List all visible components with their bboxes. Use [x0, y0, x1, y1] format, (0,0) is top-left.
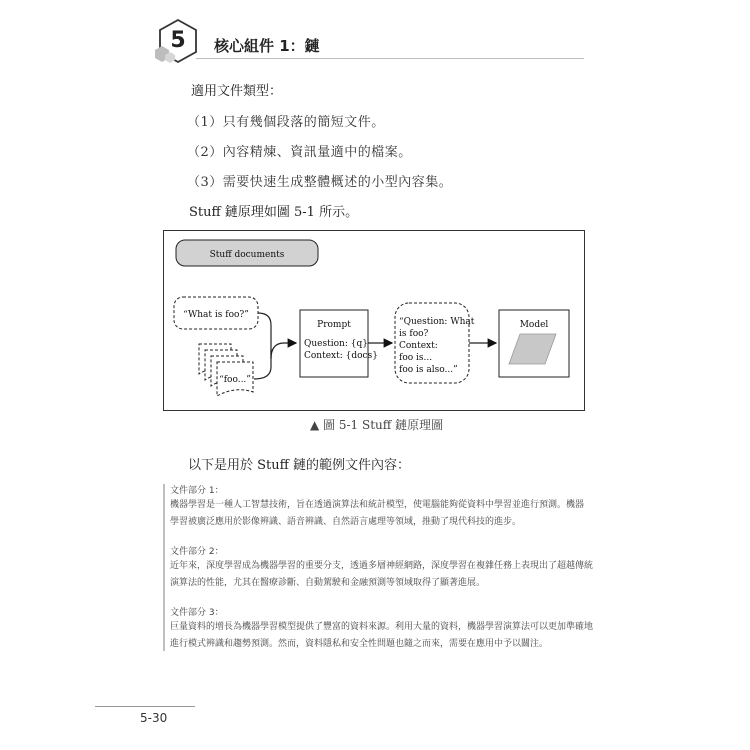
filled-line-1: “Question: What — [399, 317, 475, 327]
question-label: “What is foo?” — [183, 310, 249, 320]
prompt-line-1: Question: {q} — [304, 339, 368, 349]
documents-stack-icon — [199, 344, 253, 396]
filled-line-2: is foo? — [399, 329, 429, 339]
example-3-line-1: 巨量資料的增長為機器學習模型提供了豐富的資料來源。利用大量的資料，機器學習演算法可以更加準確地 — [170, 622, 594, 632]
prompt-line-2: Context: {docs} — [304, 351, 378, 361]
figure-stuff-chain — [163, 230, 585, 411]
figure-reference: Stuff 鏈原理如圖 5-1 所示。 — [189, 205, 359, 220]
example-intro: 以下是用於 Stuff 鏈的範例文件內容： — [188, 458, 411, 473]
prompt-title: Prompt — [317, 320, 351, 330]
example-2-line-1: 近年來，深度學習成為機器學習的重要分支，透過多層神經網路，深度學習在複雜任務上表現出了超越傳統 — [170, 561, 594, 571]
chapter-number: 5 — [170, 28, 186, 53]
filled-line-5: foo is also...” — [399, 365, 458, 375]
page-number: 5-30 — [140, 711, 168, 725]
intro-text: 適用文件類型： — [191, 84, 283, 99]
example-2-label: 文件部分 2： — [170, 547, 224, 557]
figure-caption: ▲ 圖 5-1 Stuff 鏈原理圖 — [310, 418, 444, 432]
example-1-line-2: 學習被廣泛應用於影像辨識、語音辨識、自然語言處理等領域，推動了現代科技的進步。 — [170, 517, 522, 527]
chapter-title: 核心組件 1：鏈 — [214, 37, 320, 55]
example-3-label: 文件部分 3： — [170, 608, 224, 618]
merge-connector — [258, 313, 296, 359]
stuff-chain-diagram — [164, 231, 584, 410]
list-item-3: （3）需要快速生成整體概述的小型內容集。 — [187, 175, 453, 190]
quote-bar — [163, 484, 165, 651]
example-1-label: 文件部分 1： — [170, 486, 224, 496]
footer-rule — [95, 706, 195, 707]
filled-line-3: Context: — [399, 341, 438, 351]
example-3-line-2: 進行模式辨識和趨勢預測。然而，資料隱私和安全性問題也隨之而來，需要在應用中予以關注。 — [170, 639, 549, 649]
example-1-line-1: 機器學習是一種人工智慧技術，旨在透過演算法和統計模型，使電腦能夠從資料中學習並進行預測。機器 — [170, 500, 585, 510]
model-label: Model — [519, 320, 549, 330]
filled-line-4: foo is... — [399, 353, 433, 363]
stuff-documents-label: Stuff documents — [209, 250, 285, 260]
header-rule — [196, 58, 584, 59]
example-2-line-2: 演算法的性能，尤其在醫療診斷、自動駕駛和金融預測等領域取得了顯著進展。 — [170, 578, 486, 588]
list-item-1: （1）只有幾個段落的簡短文件。 — [187, 115, 385, 130]
list-item-2: （2）內容精煉、資訊量適中的檔案。 — [187, 145, 412, 160]
documents-label: “foo...” — [219, 375, 251, 385]
